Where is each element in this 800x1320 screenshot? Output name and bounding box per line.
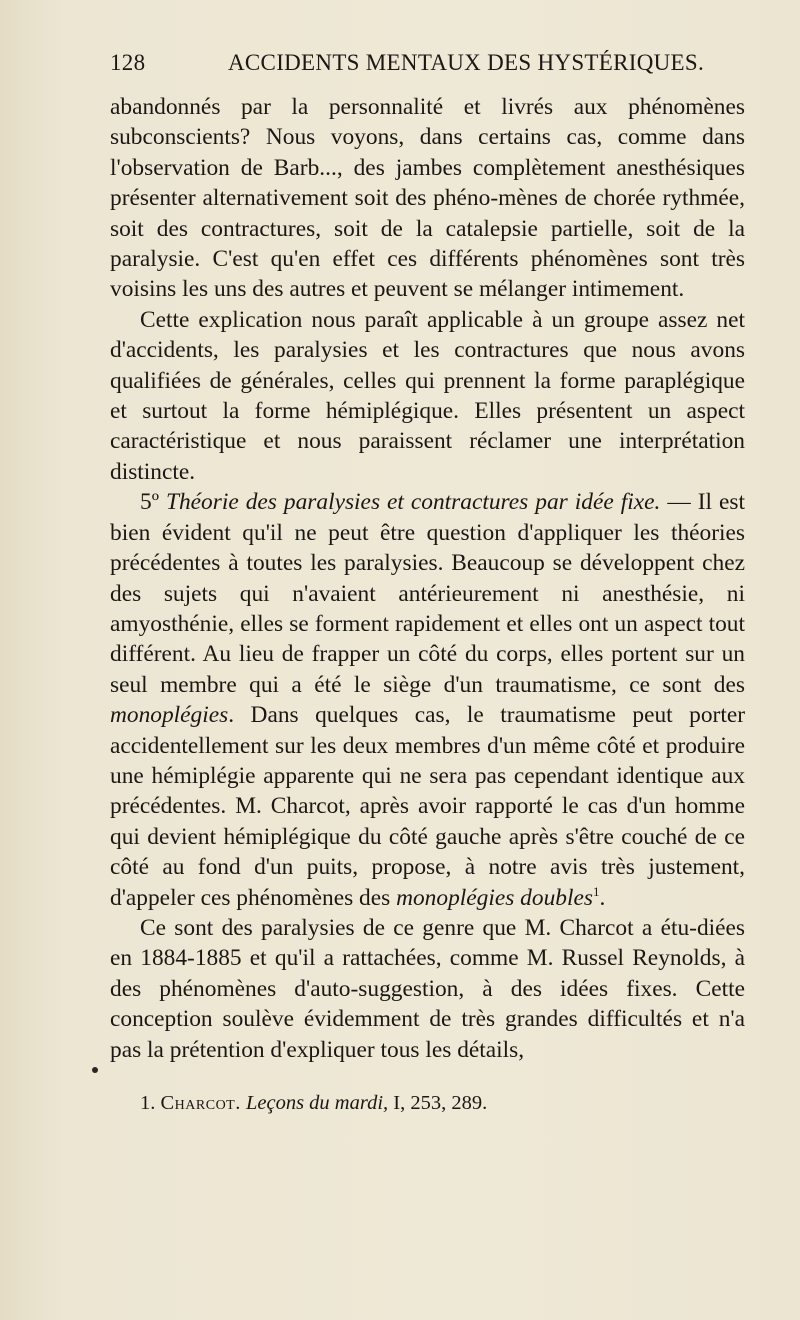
section-number: 5º [140,489,159,516]
footnote-author: Charcot. [160,1092,241,1114]
paragraph-2: Cette explication nous paraît applicable à un groupe assez net d'accidents, les paralysies et les contractures que nous avons qualifiées de générales, celles qui prennent la forme paraplégique et surtout la forme hémiplégique. Elles présentent un aspect caractéristique et nous paraissent réclamer une interprétation distincte. [110,306,745,485]
footnote-reference[interactable]: 1 [592,883,600,899]
running-title: ACCIDENTS MENTAUX DES HYSTÉRIQUES. [228,50,705,75]
footnote-ref: I, 253, 289. [393,1092,488,1114]
paragraph-3 [110,487,745,913]
term-monoplegies-doubles: monoplégies doubles [396,884,593,911]
paragraph-4: Ce sont des paralysies de ce genre que M. Charcot a étu-diées en 1884-1885 et qu'il a rattachées, comme M. Russel Reynolds, à des phénomènes d'auto-suggestion, à des idées fixes. Cette conception soulève évidemment de très grandes difficultés et n'a pas la prétention d'expliquer tous les détails, [110,914,745,1063]
term-monoplegies: monoplégies [110,702,229,729]
page-number: 128 [110,50,146,75]
page-header [110,50,750,78]
footnote-title: Leçons du mardi, [245,1092,389,1114]
paragraph-3-text-b: . Dans quelques cas, le traumatisme peut porter accidentellement sur les deux membres d'un même côté et produire une hémiplégie apparente qui ne sera pas cependant identique aux précédentes. M. Charcot, après avoir rapporté le cas d'un homme qui devient hémiplégique du côté gauche après s'être couché de ce côté au fond d'un puits, propose, à notre avis très justement, d'appeler ces phénomènes des [110,702,745,911]
paragraph-3-text-a: — Il est bien évident qu'il ne peut être question d'appliquer les théories précédentes à toutes les paralysies. Beaucoup se développent chez des sujets qui n'avaient antérieurement ni anesthésie, ni amyosthénie, elles se forment rapidement et elles ont un aspect tout différent. Au lieu de frapper un côté du corps, elles portent sur un seul membre qui a été le siège d'un traumatisme, ce sont des [110,489,745,698]
paragraph-1: abandonnés par la personnalité et livrés aux phénomènes subconscients? Nous voyons, dans certains cas, comme dans l'observation de Barb..., des jambes complètement anesthésiques présenter alternativement soit des phéno-mènes de chorée rythmée, soit des contractures, soit de la catalepsie partielle, soit de la paralysie. C'est qu'en effet ces différents phénomènes sont très voisins les uns des autres et peuvent se mélanger intimement. [110,94,745,303]
footnote [140,1090,745,1116]
paragraph-3-text-c: . [599,884,606,911]
ink-spot [92,1067,98,1073]
footnote-number: 1. [140,1092,156,1114]
section-title: Théorie des paralysies et contractures par idée fixe. [165,489,661,516]
body-text [110,92,745,1065]
